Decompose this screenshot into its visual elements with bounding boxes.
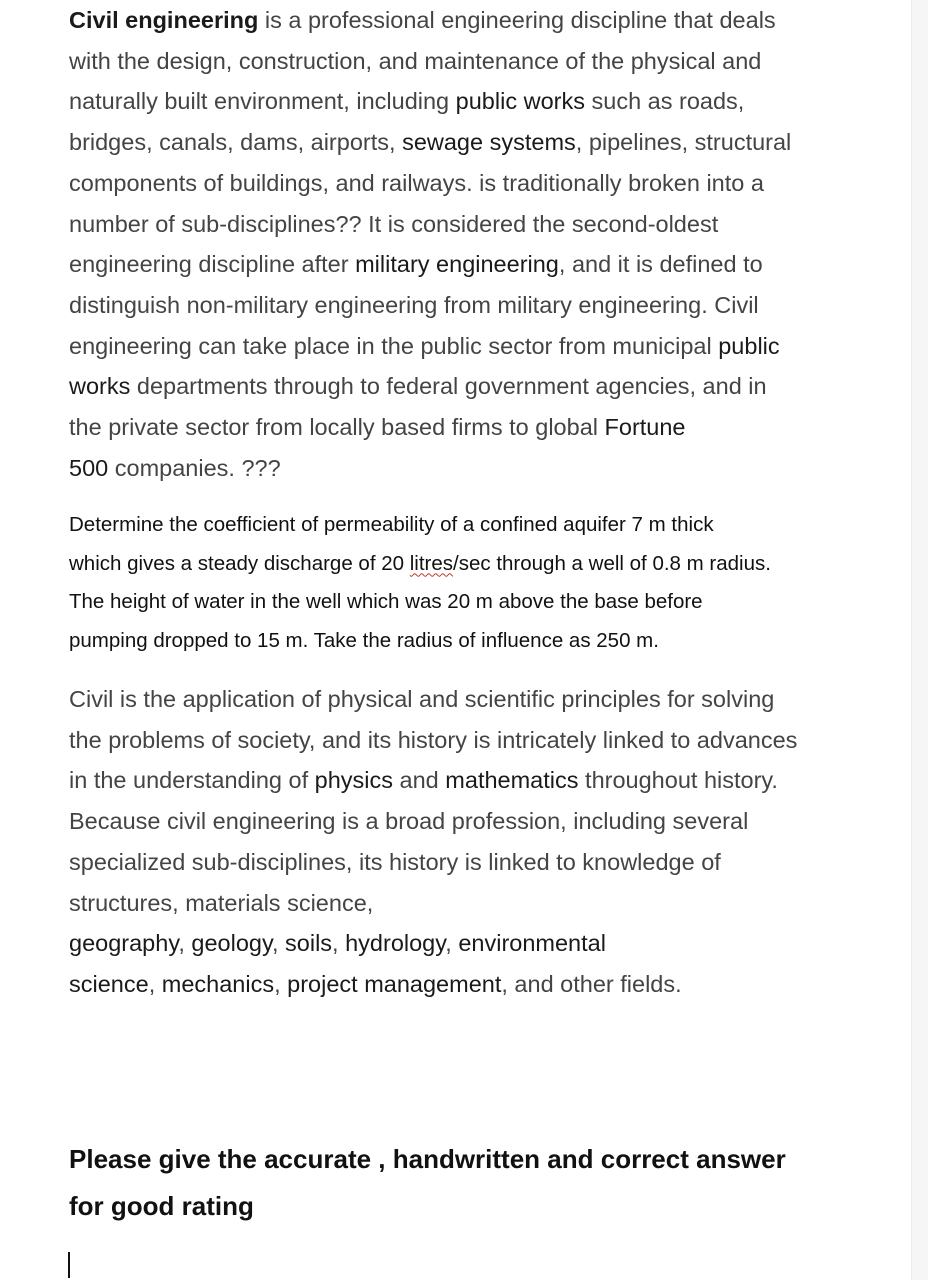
link-mathematics[interactable]: mathematics	[445, 767, 579, 794]
link-geology[interactable]: geology	[191, 930, 272, 957]
text-line: number of sub-disciplines?? It is considered the second-oldest	[69, 210, 719, 237]
text-line: the problems of society, and its history is intricately linked to advances	[69, 726, 798, 753]
text-line: distinguish non-military engineering from military engineering. Civil	[69, 291, 759, 318]
question-line: Determine the coefficient of permeability of a confined aquifer 7 m thick	[69, 513, 714, 536]
text-line: Civil is the application of physical and scientific principles for solving	[69, 686, 775, 712]
text-line: structures, materials science,	[69, 889, 374, 916]
question-paragraph	[69, 506, 879, 660]
text-line: components of buildings, and railways. is traditionally broken into a	[69, 169, 764, 196]
link-soils[interactable]: soils	[285, 930, 333, 957]
link-sewage-systems[interactable]: sewage systems	[402, 129, 576, 156]
text-line: bridges, canals, dams, airports, sewage systems, pipelines, structural	[69, 129, 792, 156]
link-mechanics[interactable]: mechanics	[161, 970, 275, 997]
answer-request	[69, 1136, 889, 1230]
link-fortune-500-2[interactable]: 500	[69, 454, 109, 481]
text-line: science, mechanics, project management, and other fields.	[69, 970, 682, 997]
link-environmental-science[interactable]: environmental	[458, 930, 606, 957]
text-line: 500 companies. ???	[69, 454, 281, 481]
text-line: Because civil engineering is a broad profession, including several	[69, 808, 749, 835]
link-hydrology[interactable]: hydrology	[345, 930, 446, 957]
question-line: which gives a steady discharge of 20 litres/sec through a well of 0.8 m radius.	[69, 551, 771, 575]
question-line: The height of water in the well which was 20 m above the base before	[69, 590, 703, 613]
text-line: works departments through to federal government agencies, and in	[69, 373, 767, 400]
link-public-works-2[interactable]: public	[718, 332, 780, 359]
link-environmental-science-2[interactable]: science	[69, 970, 149, 997]
request-line: for good rating	[69, 1191, 254, 1221]
link-physics[interactable]: physics	[314, 767, 394, 794]
spellcheck-flagged-word[interactable]: litres	[409, 551, 454, 575]
text-line: engineering can take place in the public sector from municipal public	[69, 332, 780, 359]
text-line: naturally built environment, including public works such as roads,	[69, 88, 745, 115]
link-geography[interactable]: geography	[69, 930, 179, 957]
text-cursor[interactable]	[68, 1252, 70, 1278]
link-fortune-500[interactable]: Fortune	[604, 414, 686, 441]
scrollbar-track[interactable]	[911, 0, 928, 1280]
text-line: specialized sub-disciplines, its history is linked to knowledge of	[69, 848, 721, 875]
text-line: with the design, construction, and maintenance of the physical and	[69, 47, 762, 74]
text-line: geography, geology, soils, hydrology, environmental	[69, 930, 606, 957]
link-project-management[interactable]: project management	[287, 970, 502, 997]
text-line: the private sector from locally based firms to global Fortune	[69, 414, 686, 441]
text-line: in the understanding of physics and mathematics throughout history.	[69, 767, 778, 794]
link-public-works-3[interactable]: works	[69, 373, 131, 400]
history-paragraph	[69, 679, 879, 1005]
term-civil-engineering: Civil engineering	[69, 7, 259, 33]
link-military-engineering[interactable]: military engineering	[355, 251, 559, 278]
question-line: pumping dropped to 15 m. Take the radius of influence as 250 m.	[69, 628, 659, 652]
link-public-works[interactable]: public works	[455, 88, 585, 115]
intro-paragraph	[69, 0, 879, 488]
text-line: Civil engineering is a professional engineering discipline that deals	[69, 7, 776, 33]
request-line: Please give the accurate , handwritten and correct answer	[69, 1144, 786, 1174]
text-line: engineering discipline after military engineering, and it is defined to	[69, 251, 763, 278]
